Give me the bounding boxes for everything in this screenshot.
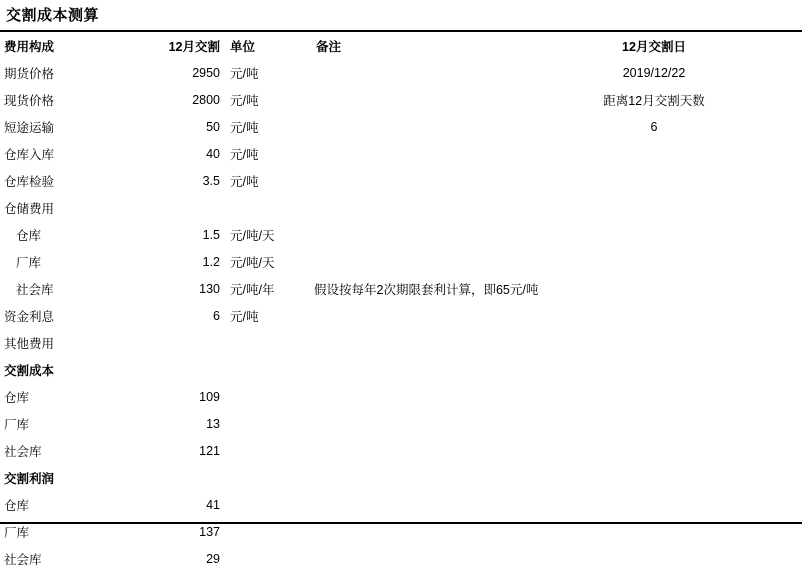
table-row (0, 113, 802, 140)
row-spacer (738, 221, 802, 248)
header-spacer (738, 32, 802, 59)
row-value: 2950 (192, 65, 220, 80)
row-spacer (738, 140, 802, 167)
row-value (148, 464, 224, 491)
row-spacer (738, 329, 802, 356)
row-label: 现货价格 (4, 93, 55, 108)
row-right-spacer (570, 356, 738, 383)
header-unit: 单位 (230, 39, 256, 54)
row-label: 仓库 (4, 390, 30, 405)
row-spacer (738, 59, 802, 86)
row-right-spacer (570, 248, 738, 275)
row-spacer (738, 464, 802, 491)
table-row (0, 491, 802, 518)
row-right-spacer (570, 383, 738, 410)
row-unit (224, 491, 306, 518)
row-label: 仓库检验 (4, 174, 55, 189)
table-row (0, 86, 802, 113)
row-remark (306, 410, 570, 437)
row-value (148, 329, 224, 356)
row-spacer (738, 545, 802, 572)
row-value: 1.2 (202, 254, 220, 269)
row-spacer (738, 356, 802, 383)
row-remark (306, 248, 570, 275)
table-row (0, 275, 802, 302)
row-value: 50 (206, 119, 220, 134)
row-value: 13 (206, 416, 220, 431)
row-remark (306, 194, 570, 221)
row-remark (306, 356, 570, 383)
row-unit (224, 329, 306, 356)
row-spacer (738, 167, 802, 194)
row-remark (306, 491, 570, 518)
row-label: 社会库 (16, 282, 54, 297)
row-unit: 元/吨 (230, 93, 259, 108)
row-unit: 元/吨 (230, 309, 259, 324)
row-remark: 假设按每年2次期限套利计算，即65元/吨 (314, 282, 539, 297)
days-to-delivery-value: 6 (650, 119, 658, 134)
header-remark: 备注 (316, 39, 342, 54)
row-spacer (738, 113, 802, 140)
row-unit (224, 194, 306, 221)
row-right-spacer (570, 194, 738, 221)
row-unit (224, 545, 306, 572)
row-label: 交割利润 (4, 471, 55, 486)
page-title: 交割成本测算 (6, 7, 100, 24)
row-value: 3.5 (202, 173, 220, 188)
row-remark (306, 437, 570, 464)
row-unit: 元/吨/天 (230, 255, 275, 270)
table-body (0, 32, 802, 572)
row-right-spacer (570, 410, 738, 437)
row-spacer (738, 491, 802, 518)
row-unit (224, 356, 306, 383)
table-row (0, 329, 802, 356)
row-label: 仓库 (16, 228, 42, 243)
header-month-delivery: 12月交割 (168, 39, 220, 54)
row-value: 41 (206, 497, 220, 512)
row-value: 29 (206, 551, 220, 566)
days-to-delivery-label: 距离12月交割天数 (603, 93, 705, 108)
row-label: 资金利息 (4, 309, 55, 324)
row-right-spacer (570, 140, 738, 167)
row-value: 1.5 (202, 227, 220, 242)
row-value: 130 (199, 281, 220, 296)
row-label: 仓库入库 (4, 147, 55, 162)
row-spacer (738, 248, 802, 275)
row-remark (306, 545, 570, 572)
row-unit: 元/吨 (230, 66, 259, 81)
table-row (0, 545, 802, 572)
header-delivery-date-label: 12月交割日 (622, 39, 686, 54)
row-remark (306, 329, 570, 356)
delivery-date-value: 2019/12/22 (622, 65, 686, 80)
row-unit: 元/吨/年 (230, 282, 275, 297)
row-label: 厂库 (4, 525, 30, 540)
row-right-spacer (570, 545, 738, 572)
delivery-cost-table (0, 32, 802, 572)
row-label: 仓库 (4, 498, 30, 513)
row-spacer (738, 302, 802, 329)
row-spacer (738, 86, 802, 113)
table-section-row (0, 464, 802, 491)
table-row (0, 59, 802, 86)
row-label: 期货价格 (4, 66, 55, 81)
row-label: 社会库 (4, 552, 42, 567)
row-value (148, 194, 224, 221)
row-label: 交割成本 (4, 363, 55, 378)
table-row (0, 140, 802, 167)
table-row (0, 302, 802, 329)
table-row (0, 194, 802, 221)
row-unit: 元/吨 (230, 120, 259, 135)
row-remark (306, 113, 570, 140)
table-row (0, 383, 802, 410)
row-unit (224, 410, 306, 437)
table-row (0, 167, 802, 194)
row-value: 109 (199, 389, 220, 404)
row-value: 121 (199, 443, 220, 458)
row-right-spacer (570, 167, 738, 194)
row-unit: 元/吨/天 (230, 228, 275, 243)
row-right-spacer (570, 275, 738, 302)
row-value: 40 (206, 146, 220, 161)
table-row (0, 437, 802, 464)
row-unit (224, 464, 306, 491)
row-label: 仓储费用 (4, 201, 55, 216)
row-spacer (738, 437, 802, 464)
row-label: 社会库 (4, 444, 42, 459)
row-value (148, 356, 224, 383)
row-spacer (738, 194, 802, 221)
table-header-row (0, 32, 802, 59)
table-row (0, 410, 802, 437)
row-unit: 元/吨 (230, 147, 259, 162)
row-right-spacer (570, 464, 738, 491)
row-remark (306, 221, 570, 248)
row-right-spacer (570, 329, 738, 356)
row-remark (306, 59, 570, 86)
row-value: 137 (199, 524, 220, 539)
row-value: 6 (213, 308, 220, 323)
row-value: 2800 (192, 92, 220, 107)
row-remark (306, 464, 570, 491)
row-label: 其他费用 (4, 336, 55, 351)
header-component: 费用构成 (4, 39, 55, 54)
row-remark (306, 167, 570, 194)
row-remark (306, 383, 570, 410)
row-remark (306, 86, 570, 113)
row-spacer (738, 383, 802, 410)
table-section-row (0, 356, 802, 383)
row-spacer (738, 410, 802, 437)
row-unit (224, 437, 306, 464)
table-row (0, 248, 802, 275)
row-spacer (738, 275, 802, 302)
row-right-spacer (570, 437, 738, 464)
row-right-spacer (570, 491, 738, 518)
row-label: 厂库 (16, 255, 42, 270)
row-remark (306, 302, 570, 329)
row-unit: 元/吨 (230, 174, 259, 189)
row-right-spacer (570, 221, 738, 248)
row-label: 厂库 (4, 417, 30, 432)
row-label: 短途运输 (4, 120, 55, 135)
row-remark (306, 140, 570, 167)
row-unit (224, 383, 306, 410)
row-right-spacer (570, 302, 738, 329)
table-row (0, 221, 802, 248)
